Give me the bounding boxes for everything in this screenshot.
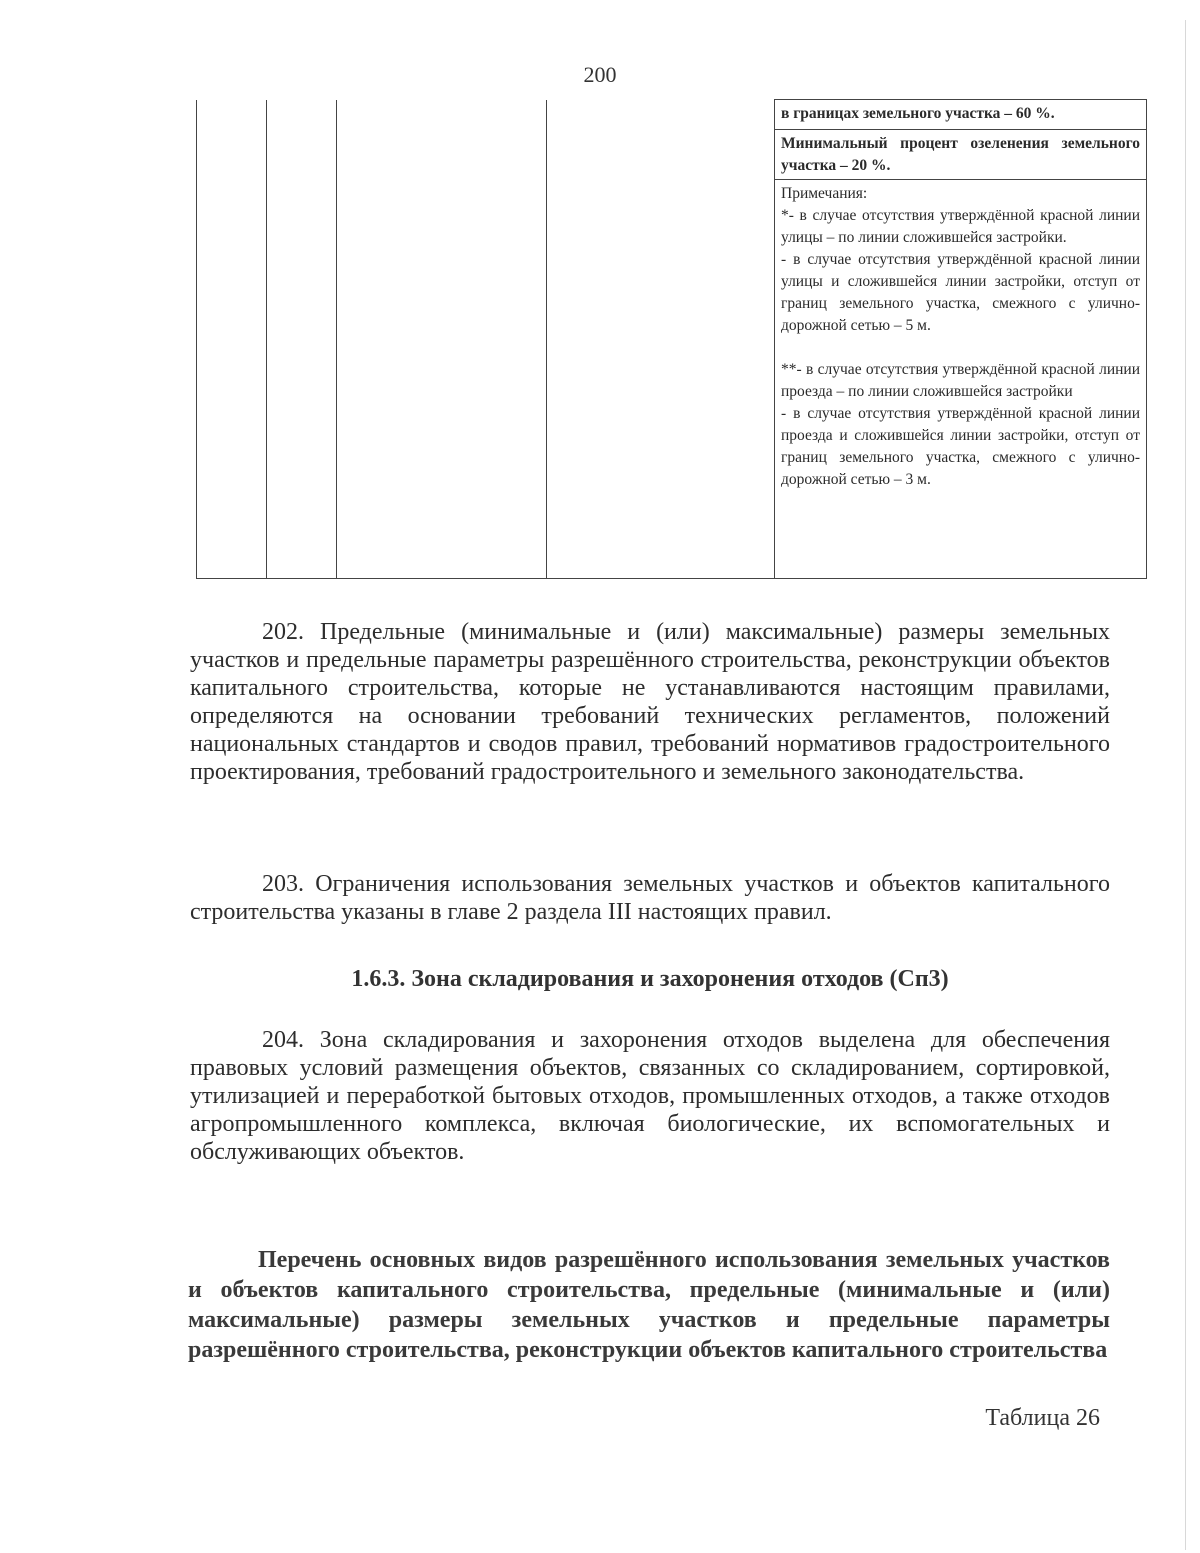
note-item: *- в случае отсутствия утверждённой красной линии улицы – по линии сложившейся застройки. <box>781 207 1140 246</box>
note-item: - в случае отсутствия утверждённой красной линии улицы и сложившейся линии застройки, отступ от границ земельного участка, смежного с улично-дорожной сетью – 5 м. <box>781 251 1140 334</box>
table-cell-empty-4 <box>547 100 775 579</box>
table-cell-requirement: в границах земельного участка – 60 %. <box>775 100 1147 130</box>
table-cell-notes <box>775 180 1147 579</box>
table-continuation <box>196 99 1147 579</box>
section-heading: 1.6.3. Зона складирования и захоронения отходов (Сп3) <box>351 966 949 992</box>
table-cell-greening: Минимальный процент озеленения земельного участка – 20 %. <box>775 130 1147 180</box>
table-cell-empty-1 <box>197 100 267 579</box>
paragraph-204: 204. Зона складирования и захоронения отходов выделена для обеспечения правовых условий размещения объектов, связанных со складированием, сортировкой, утилизацией и переработкой бытовых отходов, промышленных отходов, а также отходов агропромышленного комплекса, включая биологические, их вспомогательных и обслуживающих объектов. <box>190 1027 1110 1165</box>
note-item: - в случае отсутствия утверждённой красной линии проезда и сложившейся линии застройки, отступ от границ земельного участка, смежного с улично-дорожной сетью – 3 м. <box>781 405 1140 488</box>
list-heading: Перечень основных видов разрешённого использования земельных участков и объектов капитального строительства, предельные (минимальные и (или) максимальные) размеры земельных участков и предельные параметры разрешённого строительства, реконструкции объектов капитального строительства <box>188 1247 1110 1363</box>
table-label: Таблица 26 <box>985 1405 1100 1431</box>
paragraph-202: 202. Предельные (минимальные и (или) максимальные) размеры земельных участков и предельные параметры разрешённого строительства, реконструкции объектов капитального строительства, которые не устанавливаются настоящим правилами, определяются на основании требований технических регламентов, положений национальных стандартов и сводов правил, требований нормативов градостроительного проектирования, требований градостроительного и земельного законодательства. <box>190 619 1110 785</box>
page-number: 200 <box>583 62 617 87</box>
table-cell-empty-3 <box>337 100 547 579</box>
paragraph-203: 203. Ограничения использования земельных участков и объектов капитального строительства указаны в главе 2 раздела III настоящих правил. <box>190 871 1110 925</box>
note-item: **- в случае отсутствия утверждённой красной линии проезда – по линии сложившейся застройки <box>781 361 1140 400</box>
note-spacer <box>781 337 1140 359</box>
table-cell-empty-2 <box>267 100 337 579</box>
notes-title: Примечания: <box>781 185 868 202</box>
scan-margin-line <box>1185 20 1186 1550</box>
